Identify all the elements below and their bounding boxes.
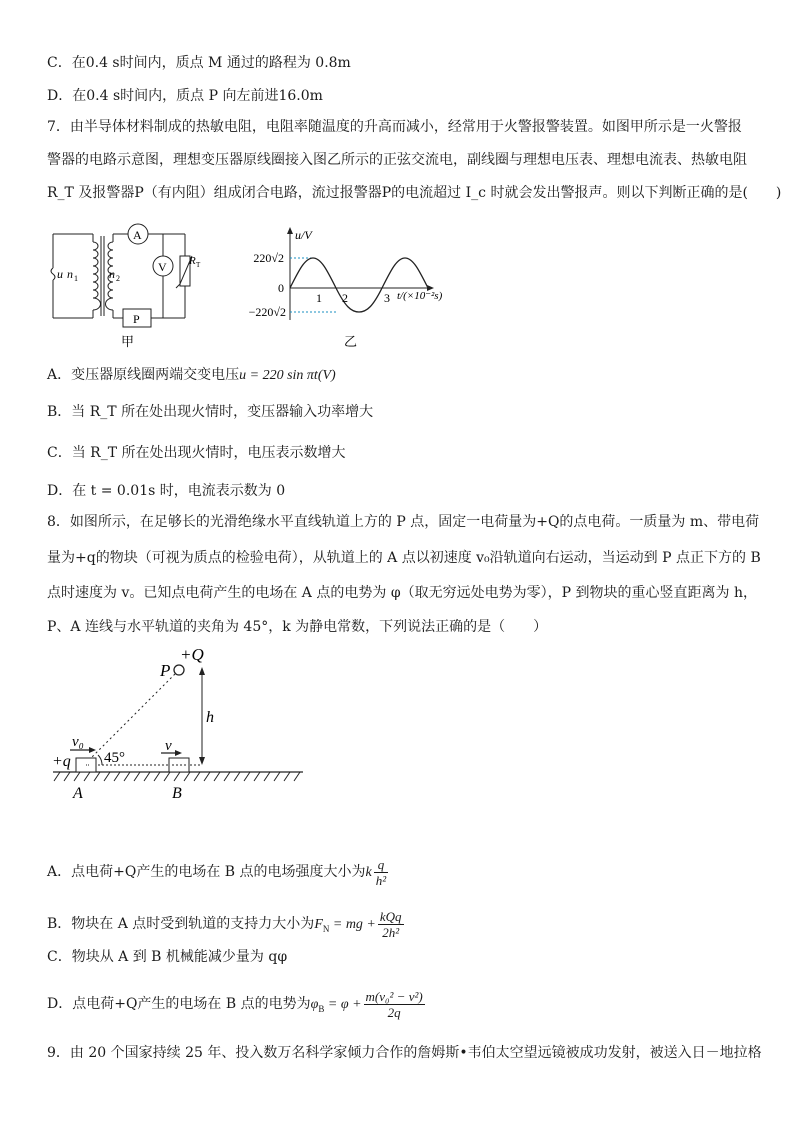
q9-stem-line1: 9．由 20 个国家持续 25 年、投入数万名科学家倾力合作的詹姆斯•韦伯太空望远镜被成功发射，被送入日－地拉格 [47, 1045, 762, 1061]
q7-figure-voltage-graph [238, 226, 458, 352]
q8-option-b-denominator: 2h² [382, 924, 400, 940]
v0-label: v₀ [72, 734, 84, 750]
q6-option-d: D．在0.4 s时间内，质点 P 向左前进16.0m [47, 88, 323, 104]
ammeter-label: A [133, 228, 142, 242]
q8-stem-line2: 量为+q的物块（可视为质点的检验电荷），从轨道上的 A 点以初速度 v₀沿轨道向右运动，当运动到 P 点正下方的 B [47, 550, 761, 566]
q6-option-c: C．在0.4 s时间内，质点 M 通过的路程为 0.8m [47, 55, 351, 71]
angle-label: 45° [104, 750, 125, 766]
y-tick-top: 220√2 [253, 251, 284, 265]
y-tick-bottom: −220√2 [248, 305, 286, 319]
charge-label: +Q [180, 645, 204, 664]
q8-option-a [47, 854, 390, 891]
q-label: +q [52, 753, 71, 770]
q8-option-a-denominator: h² [375, 872, 387, 888]
x-tick-2: 2 [342, 291, 348, 305]
y-axis-label: u/V [295, 228, 312, 242]
q8-option-a-numerator: q [374, 857, 388, 873]
q8-option-c: C．物块从 A 到 B 机械能减少量为 qφ [47, 949, 288, 965]
q8-option-d-denominator: 2q [387, 1004, 401, 1020]
q8-option-b-lhs: F [314, 917, 323, 932]
b-point-label: B [172, 785, 182, 802]
q8-option-d [47, 984, 427, 1029]
q8-option-b-lhs-sub: N [322, 923, 330, 934]
q7-stem-line2: 警器的电路示意图，理想变压器原线圈接入图乙所示的正弦交流电，副线圈与理想电压表、理想电流表、热敏电阻 [47, 152, 747, 168]
q8-stem-line4: P、A 连线与水平轨道的夹角为 45°，k 为静电常数，下列说法正确的是（ ） [47, 619, 548, 635]
a-point-label: A [73, 785, 83, 802]
q8-stem-line1: 8．如图所示，在足够长的光滑绝缘水平直线轨道上方的 P 点，固定一电荷量为+Q的点电荷。一质量为 m、带电荷 [47, 514, 760, 530]
y-tick-zero: 0 [278, 281, 284, 295]
q8-option-d-fraction [364, 989, 425, 1020]
n2-sub: 2 [116, 274, 120, 283]
h-label: h [206, 709, 214, 726]
q7-option-d: D．在 t = 0.01s 时，电流表示数为 0 [47, 483, 286, 499]
q8-option-d-lhs: φ [310, 997, 319, 1012]
q8-option-b-text: B．物块在 A 点时受到轨道的支持力大小为 [47, 916, 315, 932]
q7-option-a-formula: u = 220 sin πt(V) [239, 368, 336, 383]
q7-figure-circuit [45, 222, 205, 350]
q8-stem-line3: 点时速度为 v。已知点电荷产生的电场在 A 点的电势为 φ（取无穷远处电势为零），P 到物块的重心竖直距离为 h， [47, 585, 757, 601]
q8-option-b-mid: = mg + [329, 917, 376, 932]
n2-label: n [109, 267, 115, 281]
figure-caption-yi: 乙 [344, 334, 358, 349]
x-tick-1: 1 [316, 291, 322, 305]
q7-option-a-text: A．变压器原线圈两端交变电压 [47, 367, 240, 383]
v-label: v [165, 738, 172, 754]
rt-sub: T [196, 261, 201, 269]
q8-figure-track [48, 640, 308, 805]
q8-option-b [47, 906, 406, 947]
x-axis-label: t/(×10⁻²s) [397, 290, 443, 302]
q7-stem-line1: 7．由半导体材料制成的热敏电阻，电阻率随温度的升高而减小，经常用于火警报警装置。如图甲所示是一火警报 [47, 119, 742, 135]
q8-option-d-numerator: m(v₀² − v²) [365, 988, 423, 1004]
p-point-label: P [160, 661, 171, 680]
q8-option-b-numerator: kQq [379, 908, 402, 924]
q7-option-b: B．当 R_T 所在处出现火情时，变压器输入功率增大 [47, 404, 374, 420]
q8-option-d-text: D．点电荷+Q产生的电场在 B 点的电势为 [47, 996, 311, 1012]
q8-option-a-text: A．点电荷+Q产生的电场在 B 点的电场强度大小为 [47, 864, 366, 880]
q7-option-a [47, 365, 336, 386]
q7-stem-line3: R_T 及报警器P（有内阻）组成闭合电路，流过报警器P的电流超过 I_c 时就会发出警报声。则以下判断正确的是( ) [47, 185, 782, 201]
q8-option-d-lhs-sub: B [318, 1003, 325, 1014]
alarm-label: P [133, 312, 140, 326]
q8-option-d-mid: = φ + [324, 997, 362, 1012]
n1-sub: 1 [74, 274, 78, 283]
figure-caption-jia: 甲 [121, 334, 135, 349]
voltmeter-label: V [158, 260, 167, 274]
q7-option-c: C．当 R_T 所在处出现火情时，电压表示数增大 [47, 445, 346, 461]
x-tick-3: 3 [384, 291, 390, 305]
u-label: u [57, 267, 63, 281]
q8-option-a-fraction [374, 857, 388, 888]
q8-option-b-fraction [378, 909, 404, 940]
rt-label: R [189, 255, 196, 267]
n1-label: n [67, 267, 73, 281]
q8-option-a-k: k [365, 865, 372, 880]
